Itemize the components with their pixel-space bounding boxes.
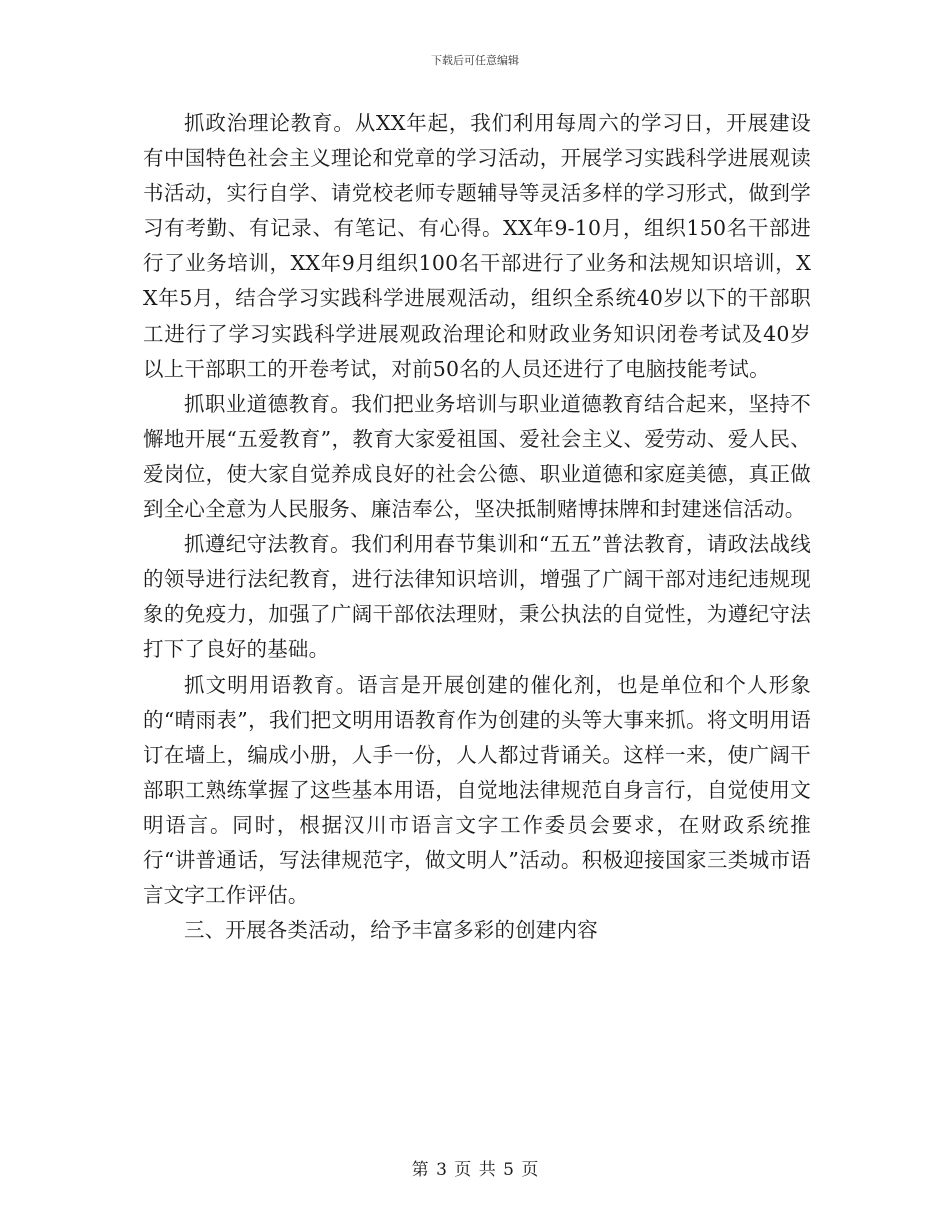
page-header: 下载后可任意编辑 xyxy=(431,54,519,67)
page-footer: 第 3 页 共 5 页 xyxy=(411,1160,539,1180)
paragraph-civil-language: 抓文明用语教育。语言是开展创建的催化剂，也是单位和个人形象的“晴雨表”，我们把文明用语教育作为创建的头等大事来抓。将文明用语订在墙上，编成小册，人手一份，人人都过背诵关。这样一来，使广阔干部职工熟练掌握了这些基本用语，自觉地法律规范自身言行，自觉使用文明语言。同时，根据汉川市语言文字工作委员会要求，在财政系统推行“讲普通话，写法律规范字，做文明人”活动。积极迎接国家三类城市语言文字工作评估。 xyxy=(143,672,811,908)
document-body xyxy=(143,106,811,948)
paragraph-political-theory: 抓政治理论教育。从XX年起，我们利用每周六的学习日，开展建设有中国特色社会主义理论和党章的学习活动，开展学习实践科学进展观读书活动，实行自学、请党校老师专题辅导等灵活多样的学习形式，做到学习有考勤、有记录、有笔记、有心得。XX年9-10月，组织150名干部进行了业务培训，XX年9月组织100名干部进行了业务和法规知识培训，XX年5月，结合学习实践科学进展观活动，组织全系统40岁以下的干部职工进行了学习实践科学进展观政治理论和财政业务知识闭卷考试及40岁以上干部职工的开卷考试，对前50名的人员还进行了电脑技能考试。 xyxy=(143,111,811,381)
paragraph-law-discipline: 抓遵纪守法教育。我们利用春节集训和“五五”普法教育，请政法战线的领导进行法纪教育，进行法律知识培训，增强了广阔干部对违纪违规现象的免疫力，加强了广阔干部依法理财，秉公执法的自觉性，为遵纪守法打下了良好的基础。 xyxy=(143,532,811,662)
paragraph-professional-ethics: 抓职业道德教育。我们把业务培训与职业道德教育结合起来，坚持不懈地开展“五爱教育”，教育大家爱祖国、爱社会主义、爱劳动、爱人民、爱岗位，使大家自觉养成良好的社会公德、职业道德和家庭美德，真正做到全心全意为人民服务、廉洁奉公，坚决抵制赌博抹牌和封建迷信活动。 xyxy=(143,391,811,522)
section-heading-activities: 三、开展各类活动，给予丰富多彩的创建内容 xyxy=(184,918,598,943)
